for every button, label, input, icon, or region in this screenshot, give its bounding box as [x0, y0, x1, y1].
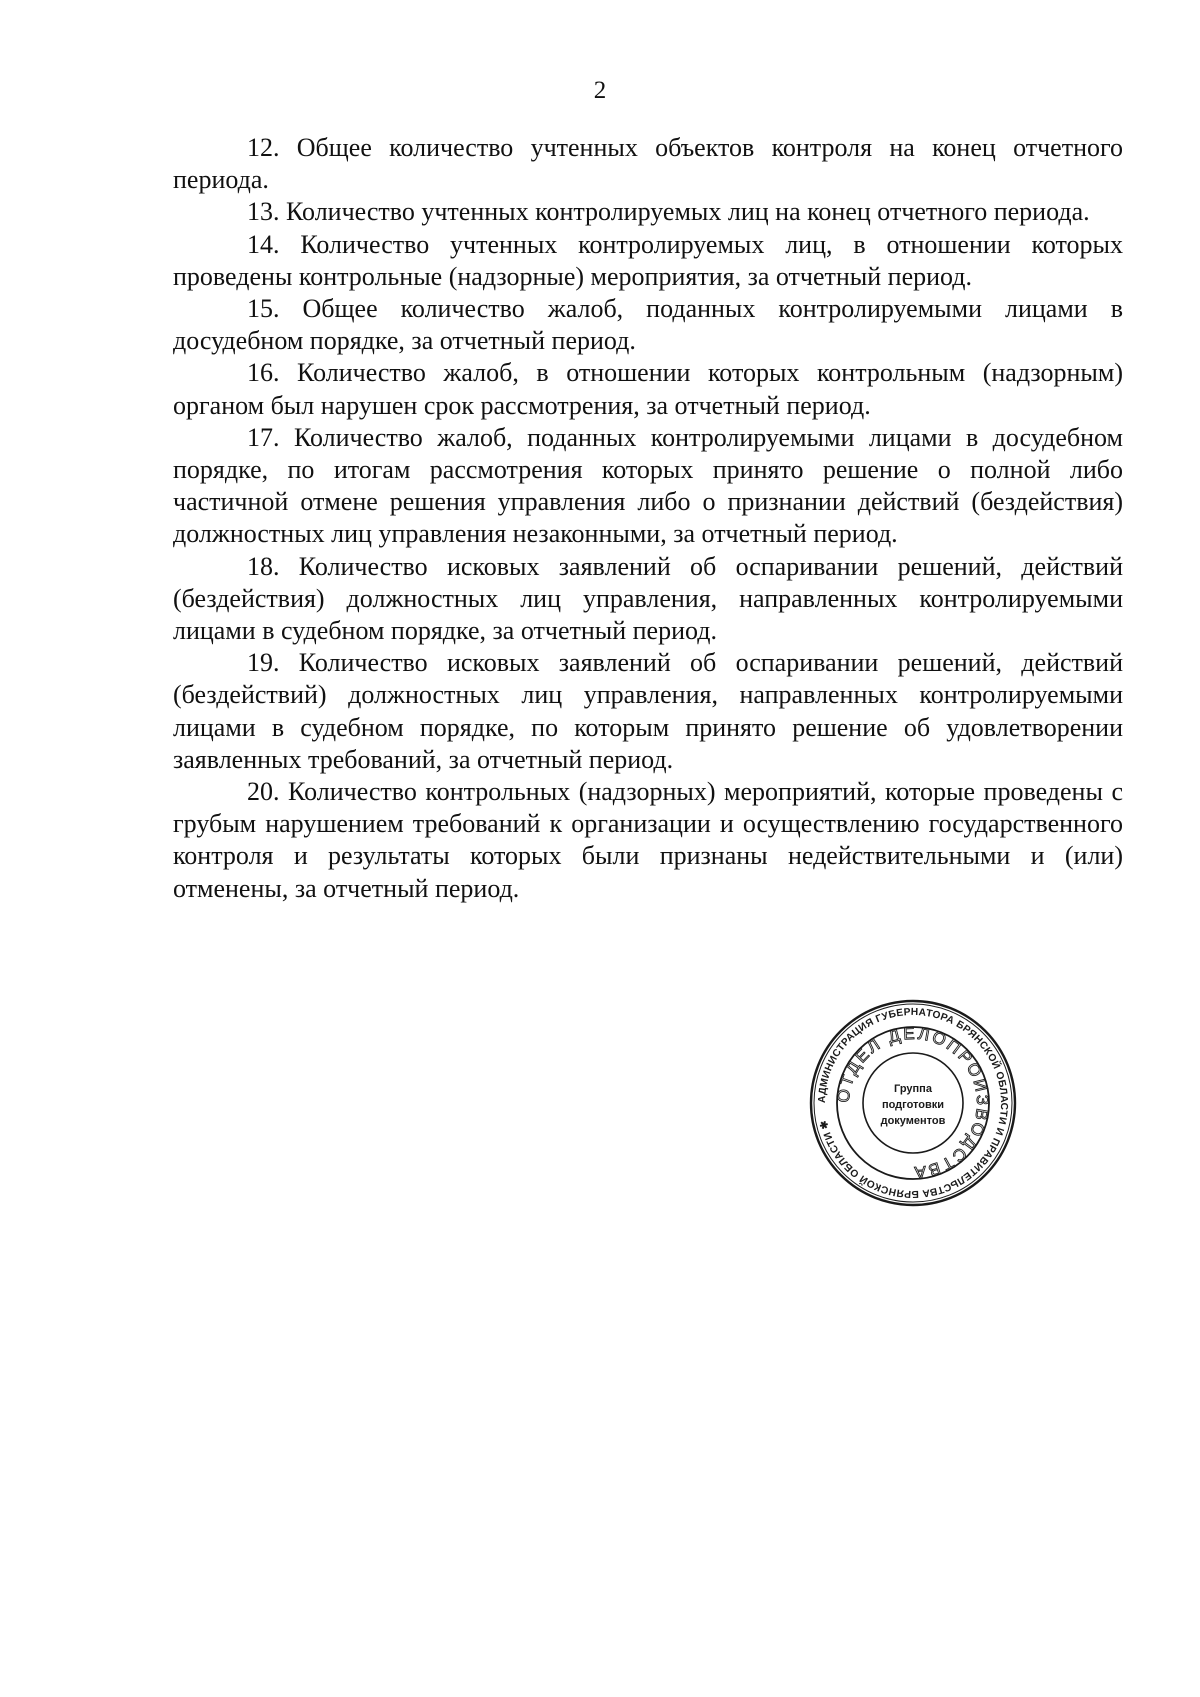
list-item: 14. Количество учтенных контролируемых лиц, в отношении которых проведены контрольные (надзорные) мероприятия, за отчетный период. — [173, 229, 1123, 291]
list-item: 18. Количество исковых заявлений об оспаривании решений, действий (бездействия) должностных лиц управления, направленных контролируемыми лицами в судебном порядке, за отчетный период. — [173, 551, 1123, 646]
stamp-seal-graphic — [808, 998, 1018, 1208]
list-item: 15. Общее количество жалоб, поданных контролируемыми лицами в досудебном порядке, за отчетный период. — [173, 294, 1123, 356]
official-stamp — [808, 998, 1018, 1208]
list-item: 20. Количество контрольных (надзорных) мероприятий, которые проведены с грубым нарушением требований к организации и осуществлению государственного контроля и результаты которых были признаны недействительными и (или) отменены, за отчетный период. — [173, 777, 1123, 903]
stamp-center-line: подготовки — [881, 1099, 945, 1111]
stamp-outer-text: АДМИНИСТРАЦИЯ ГУБЕРНАТОРА БРЯНСКОЙ ОБЛАСТИ И ПРАВИТЕЛЬСТВА БРЯНСКОЙ ОБЛАСТИ ✱ — [816, 1006, 1010, 1200]
stamp-center-line: документов — [880, 1115, 946, 1127]
list-item: 19. Количество исковых заявлений об оспаривании решений, действий (бездействий) должностных лиц управления, направленных контролируемыми лицами в судебном порядке, по которым принято решение об удовлетворении заявленных требований, за отчетный период. — [173, 648, 1123, 774]
list-item: 17. Количество жалоб, поданных контролируемыми лицами в досудебном порядке, по итогам рассмотрения которых принято решение о полной либо частичной отмене решения управления либо о признании действий (бездействия) должностных лиц управления незаконными, за отчетный период. — [173, 422, 1123, 549]
stamp-center-line: Группа — [894, 1083, 932, 1095]
list-item: 13. Количество учтенных контролируемых лиц на конец отчетного периода. — [247, 197, 1090, 227]
list-item: 16. Количество жалоб, в отношении которых контрольным (надзорным) органом был нарушен срок рассмотрения, за отчетный период. — [173, 358, 1123, 420]
list-item: 12. Общее количество учтенных объектов контроля на конец отчетного периода. — [173, 133, 1123, 195]
page-number: 2 — [593, 77, 607, 104]
document-body — [173, 132, 1123, 905]
stamp-inner-text: ОТДЕЛ ДЕЛОПРОИЗВОДСТВА — [833, 1023, 993, 1183]
